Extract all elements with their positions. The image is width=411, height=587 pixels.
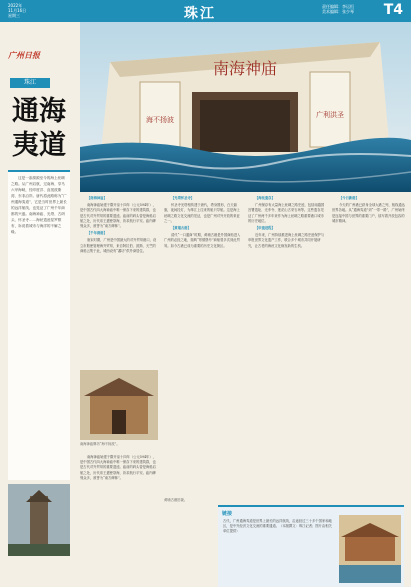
temple-photo-illustration <box>80 370 158 440</box>
pagoda-photo <box>8 484 70 556</box>
left-plaque-text: 海不扬波 <box>146 116 174 124</box>
temple-gate-illustration <box>80 22 411 192</box>
sidebar-box <box>218 505 404 587</box>
paragraph: 今天的广州港已跻身全球大港之列，航线通达世界各地。从“通海夷道”到“一带一路”，广州始终是连接中国与世界的重要门户，续写着开放包容的城市精神。 <box>332 203 405 223</box>
subhead-whampoa: 【黄埔古港】 <box>171 226 191 231</box>
date-day: 11月16日 <box>8 8 27 13</box>
paragraph: 广州保存有大量海上丝绸之路史迹，包括南越国宫署遗址、光孝寺、莲花山古采石场等。这些遗存见证了广州两千多年来作为海上丝绸之路重要港口城市的历史地位。 <box>248 203 325 223</box>
photo-caption-1: 南海神庙牌坊“海不扬波”。 <box>80 442 120 446</box>
subhead-newport: 【今日新港】 <box>339 196 359 200</box>
newspaper-logo: 广州日报 <box>8 50 40 60</box>
editor-line: 责任编辑：李运恒 <box>322 4 354 9</box>
page-number: T4 <box>383 2 403 18</box>
waterfront-illustration <box>339 515 401 583</box>
hero-photo <box>80 22 411 192</box>
article-column-1b <box>80 455 158 583</box>
article-column-3 <box>248 196 326 496</box>
date-weekday: 星期三 <box>8 13 20 18</box>
article-column-4 <box>332 196 406 496</box>
paragraph: 南海神庙始建于隋开皇十四年（公元594年），是中国古代四大海神庙中唯一保存下来的建筑群，也是古代对外贸易的重要遗迹。庙前的码头曾是海船启航之处，历代帝王遣使祭海，祈求航行平安。庙内碑刻众多，被誉为“南方碑林”。 <box>80 455 156 480</box>
photo-caption-2: 黄埔古港旧貌。 <box>164 498 188 502</box>
subhead-tower: 【光塔怀圣寺】 <box>171 196 195 200</box>
article-column-2 <box>164 196 242 496</box>
paragraph: 唐宋时期，广州是中国最大的对外贸易港口，设立市舶使管理海外贸易，来自阿拉伯、波斯、天竺的商船云集于此，城西设有“蕃坊”供外商居住。 <box>80 238 157 253</box>
box-label: 链接 <box>222 511 233 517</box>
editor-credits <box>322 4 354 14</box>
right-plaque-text: 广利洪圣 <box>316 111 344 119</box>
article-column-1 <box>80 196 158 366</box>
paragraph: 清代“一口通商”时期，黄埔古港是外国商船进入广州的必经之地，瑞典“哥德堡号”商船曾多次到此贸易。如今古港已成为重要的历史文化街区。 <box>164 233 241 248</box>
arch-inscription: 南海神庙 <box>212 59 278 78</box>
lead-text: 这是一条源源至今的海上丝绸之路。从广州启航，过南海、穿马六甲海峡，经印度洋、直抵波斯湾、东非沿岸。唐代将此路称为“广州通海夷道”，它是当时世界上最长的远洋航线，也见证了广州千年商都的兴盛。南海神庙、光塔、古码头、怀圣寺……海丝遗迹星罗棋布，诉说着城市与海洋的不解之缘。 <box>11 176 67 234</box>
subhead-port: 【千年商港】 <box>87 231 107 236</box>
subhead-heritage: 【申遗进程】 <box>255 226 275 231</box>
paragraph: 怀圣寺光塔相传建于唐代，塔身圆形，白天悬旗，夜间挂灯，为珠江上往来的船只导航。这是海上丝绸之路文化交流的见证，也是广州对外开放的象征之一。 <box>164 203 240 223</box>
art-editor-line: 美术编辑：张少琴 <box>322 9 354 14</box>
section-title: 珠江 <box>184 6 216 22</box>
date-year: 2022年 <box>8 3 23 8</box>
box-text: 古代，广州通海夷道是世界上最长的远洋航线，沿途经过三十多个国家和地区，是中外经济文化交流的重要通道。（本版撰文：珠江记者；图片由相关单位提供） <box>223 519 332 534</box>
column-tag: 珠江 <box>10 78 50 88</box>
subhead-temple: 【南海神庙】 <box>87 196 107 200</box>
page-header <box>0 0 411 22</box>
headline: 通海夷道 <box>12 96 66 161</box>
subhead-relics: 【海丝遗存】 <box>255 196 275 200</box>
paragraph: 近年来，广州持续推进海上丝绸之路史迹保护与申报世界文化遗产工作，联合多个城市共同开展研究，让古老的海丝文化焕发新的生机。 <box>248 233 325 248</box>
temple-photo <box>80 370 158 440</box>
pagoda-illustration <box>8 484 70 556</box>
issue-date <box>8 3 26 18</box>
paragraph: 南海神庙始建于隋开皇十四年（公元594年），是中国古代四大海神庙中唯一保存下来的建筑群，也是古代对外贸易的重要遗迹。庙前的码头曾是海船启航之处，历代帝王遣使祭海，祈求航行平安。庙内碑刻众多，被誉为“南方碑林”。 <box>80 203 156 229</box>
lead-paragraph <box>8 170 70 480</box>
